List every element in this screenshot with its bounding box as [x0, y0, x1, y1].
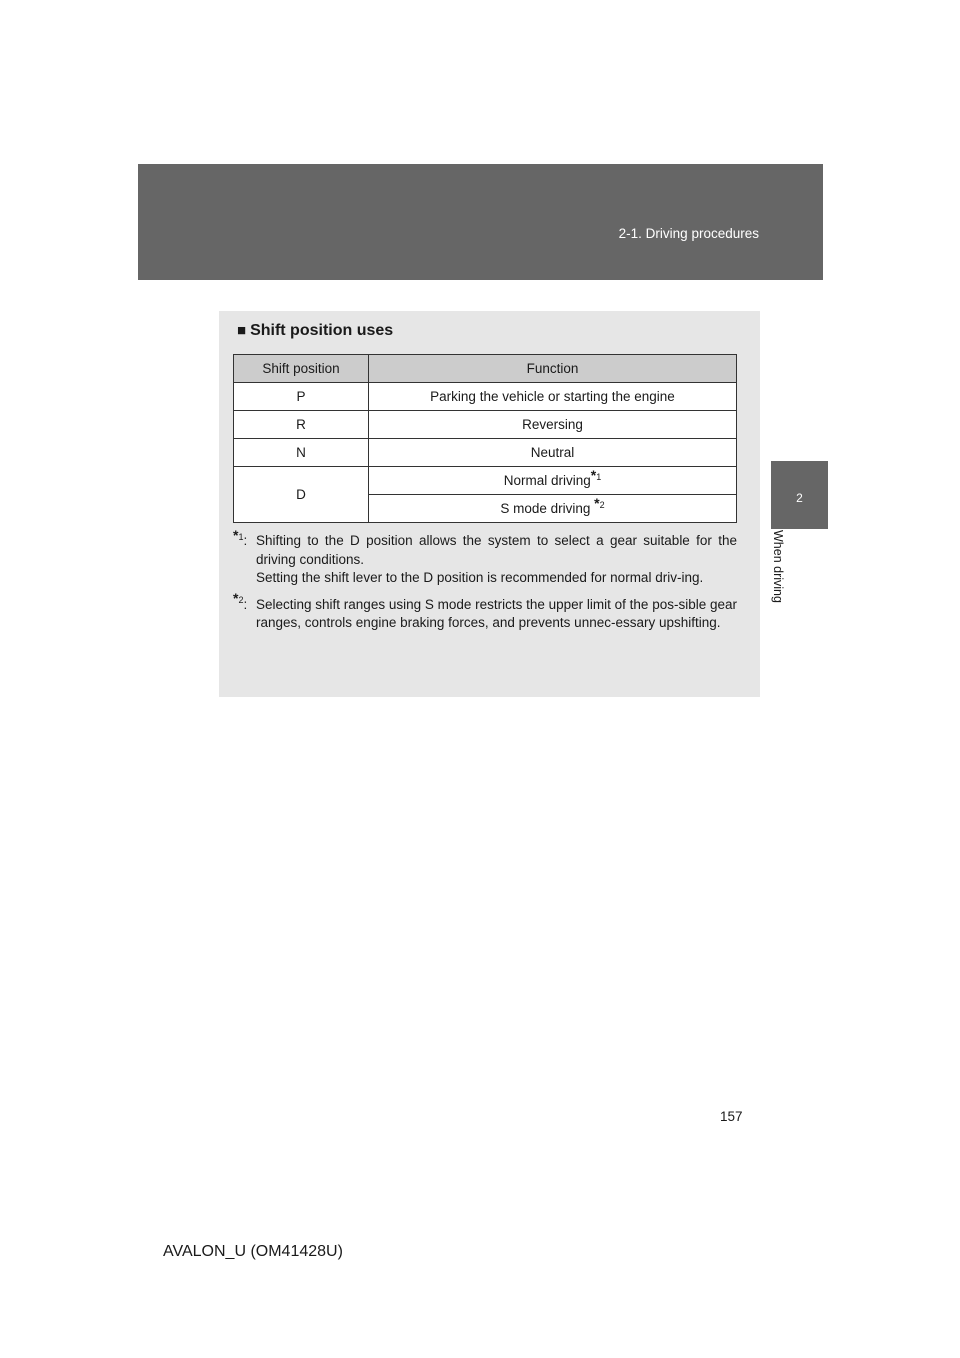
- function-text: S mode driving: [500, 501, 595, 516]
- asterisk-icon: *: [590, 466, 597, 483]
- chapter-tab: [771, 461, 828, 529]
- function-cell: Reversing: [369, 411, 737, 439]
- section-title: 2-1. Driving procedures: [618, 226, 759, 241]
- chapter-number: 2: [796, 491, 803, 505]
- function-cell: Neutral: [369, 439, 737, 467]
- table-header-row: [234, 355, 737, 383]
- asterisk-icon: *: [594, 494, 600, 511]
- asterisk-icon: *: [233, 526, 239, 543]
- table-row: [234, 467, 737, 495]
- shift-position-cell: N: [234, 439, 369, 467]
- table-row: [234, 383, 737, 411]
- table-row: [234, 439, 737, 467]
- footnote-line: Setting the shift lever to the D position is recommended for normal driv-ing.: [256, 570, 704, 585]
- column-header: Function: [369, 355, 737, 383]
- table-row: [234, 411, 737, 439]
- function-cell: Parking the vehicle or starting the engine: [369, 383, 737, 411]
- function-cell: [369, 495, 737, 523]
- footnote-ref: *1: [590, 466, 602, 483]
- section-header-bar: [138, 164, 823, 280]
- footnote-mark: $^{*2}$:: [233, 590, 248, 612]
- chapter-title: When driving: [771, 530, 785, 603]
- asterisk-icon: *: [233, 590, 239, 606]
- footnote-line: Selecting shift ranges using S mode restricts the upper limit of the pos-sible gear ranges, controls engine braking forces, and prevents unnec-essary upshifting.: [256, 596, 737, 630]
- footnote: [233, 590, 737, 633]
- footnote-line: Shifting to the D position allows the system to select a gear suitable for the driving conditions.: [256, 533, 737, 567]
- footnotes: [233, 526, 737, 641]
- shift-position-cell: R: [234, 411, 369, 439]
- shift-position-table: [233, 354, 737, 523]
- column-header: Shift position: [234, 355, 369, 383]
- chapter-label: [752, 528, 848, 624]
- footnote: [233, 526, 737, 588]
- info-panel: [219, 311, 760, 697]
- document-id: AVALON_U (OM41428U): [163, 1243, 343, 1260]
- page-number: 157: [720, 1109, 743, 1124]
- panel-title: [237, 322, 393, 340]
- shift-position-cell: P: [234, 383, 369, 411]
- function-cell: [369, 467, 737, 495]
- footnote-ref: *2: [594, 494, 605, 511]
- square-bullet-icon: ■: [237, 322, 247, 339]
- function-text: Normal driving: [503, 473, 591, 488]
- shift-position-cell: D: [234, 467, 369, 523]
- footnote-mark: $^{*1}$:: [233, 526, 248, 548]
- panel-title-text: Shift position uses: [250, 322, 394, 339]
